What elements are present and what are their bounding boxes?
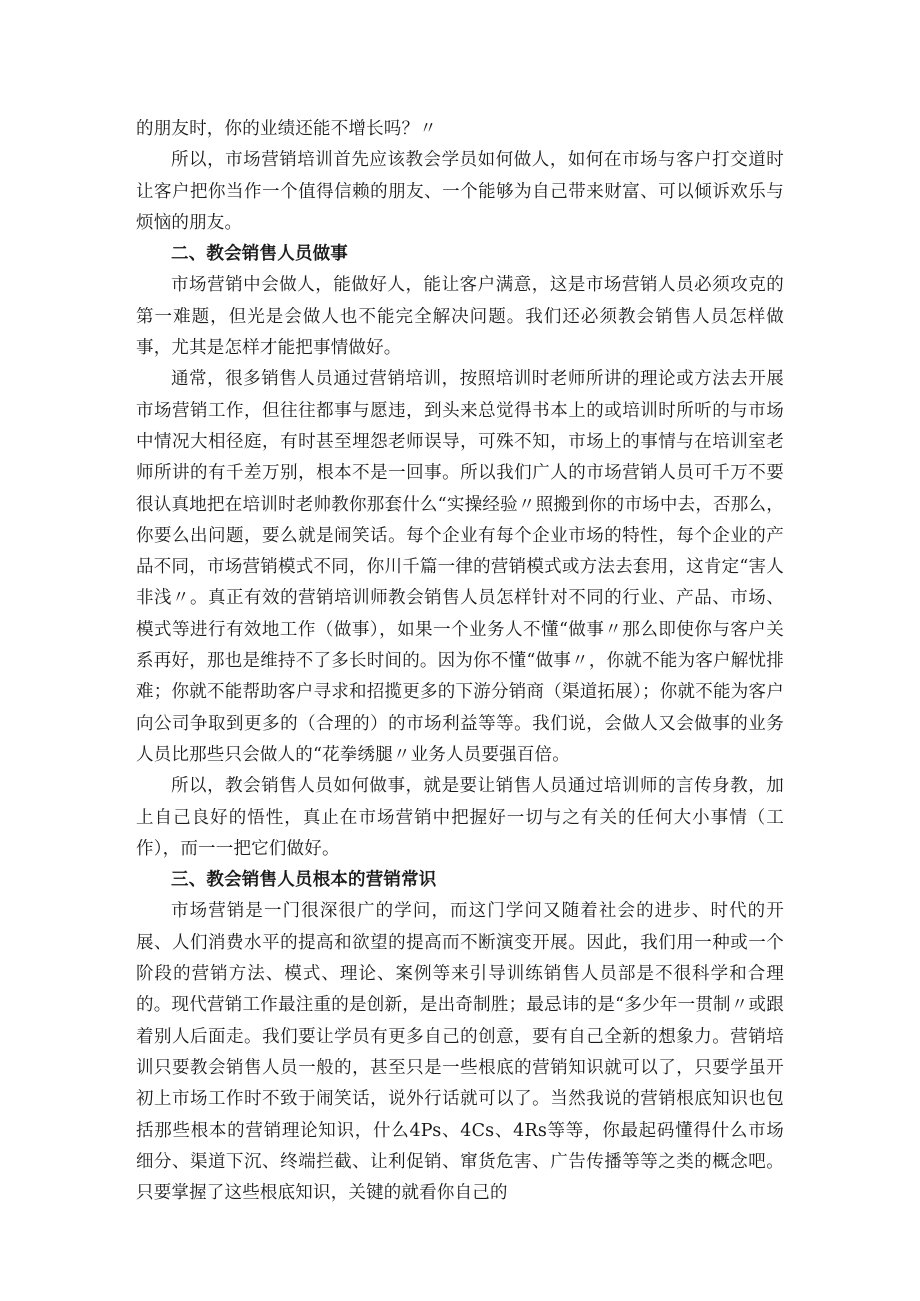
paragraph-conclusion-1: 所以，市场营销培训首先应该教会学员如何做人，如何在市场与客户打交道时让客户把你当作一个值得信赖的朋友、一个能够为自己带来财富、可以倾诉欢乐与烦恼的朋友。 [136,150,784,233]
section-heading-3: 三、教会销售人员根本的营销常识 [171,870,437,891]
paragraph-section2-intro: 市场营销中会做人，能做好人，能让客户满意，这是市场营销人员必须攻克的第一难题，但光是会做人也不能完全解决问题。我们还必须教会销售人员怎样做事，尤其是怎样才能把事情做好。 [136,275,784,359]
paragraph-continuation: 的朋友时，你的业绩还能不增长吗？〃 [136,119,437,139]
paragraph-section2-conclusion: 所以，教会销售人员如何做事，就是要让销售人员通过培训师的言传身教，加上自己良好的悟性，真止在市场营销中把握好一切与之有关的任何大小事情（工作），而一一把它们做好。 [136,776,784,859]
paragraph-section2-body: 通常，很多销售人员通过营销培训，按照培训时老师所讲的理论或方法去开展市场营销工作，但往往都事与愿违，到头来总觉得书本上的或培训时所听的与市场中情况大相径庭，有时甚至埋怨老师误导，可殊不知，市场上的事情与在培训室老师所讲的有千差万别，根本不是一回事。所以我们广人的市场营销人员可千万不要很认真地把在培训时老帅教你那套什么“实操经验〃照搬到你的市场中去，否那么，你要么出问题，要么就是闹笑话。每个企业有每个企业市场的特性，每个企业的产品不同，市场营销模式不同，你川千篇一律的营销模式或方法去套用，这肯定“害人非浅〃。真正有效的营销培训师教会销售人员怎样针对不同的行业、产品、市场、模式等进行有效地工作（做事），如果一个业务人不懂“做事〃那么即使你与客户关系再好，那也是维持不了多长时间的。因为你不懂“做事〃，你就不能为客户解忧排难；你就不能帮助客户寻求和招揽更多的下游分销商（渠道拓展）；你就不能为客户向公司争取到更多的（合理的）的市场利益等等。我们说，会做人又会做事的业务人员比那些只会做人的“花拳绣腿〃业务人员要强百倍。 [136,369,784,765]
document-body [136,114,784,1209]
paragraph-section3-body: 市场营销是一门很深很广的学问，而这门学问又随着社会的进步、时代的开展、人们消费水平的提高和欲望的提高而不断演变开展。因此，我们用一种或一个阶段的营销方法、模式、理论、案例等来引导训练销售人员部是不很科学和合理的。现代营销工作最注重的是创新，是出奇制胜；最忌讳的是“多少年一贯制〃或跟着别人后面走。我们要让学员有更多自己的创意，要有自己全新的想象力。营销培训只要教会销售人员一般的，甚至只是一些根底的营销知识就可以了，只要学虽开初上市场工作时不致于闹笑话，说外行话就可以了。当然我说的营销根底知识也包括那些根本的营销理论知识，什么4Ps、4Cs、4Rs等等，你最起码懂得什么市场细分、渠道下沉、终端拦截、让利促销、窜货危害、广告传播等等之类的概念吧。只要掌握了这些根底知识，关键的就看你自己的 [136,901,784,1204]
section-heading-2: 二、教会销售人员做事 [171,244,348,265]
